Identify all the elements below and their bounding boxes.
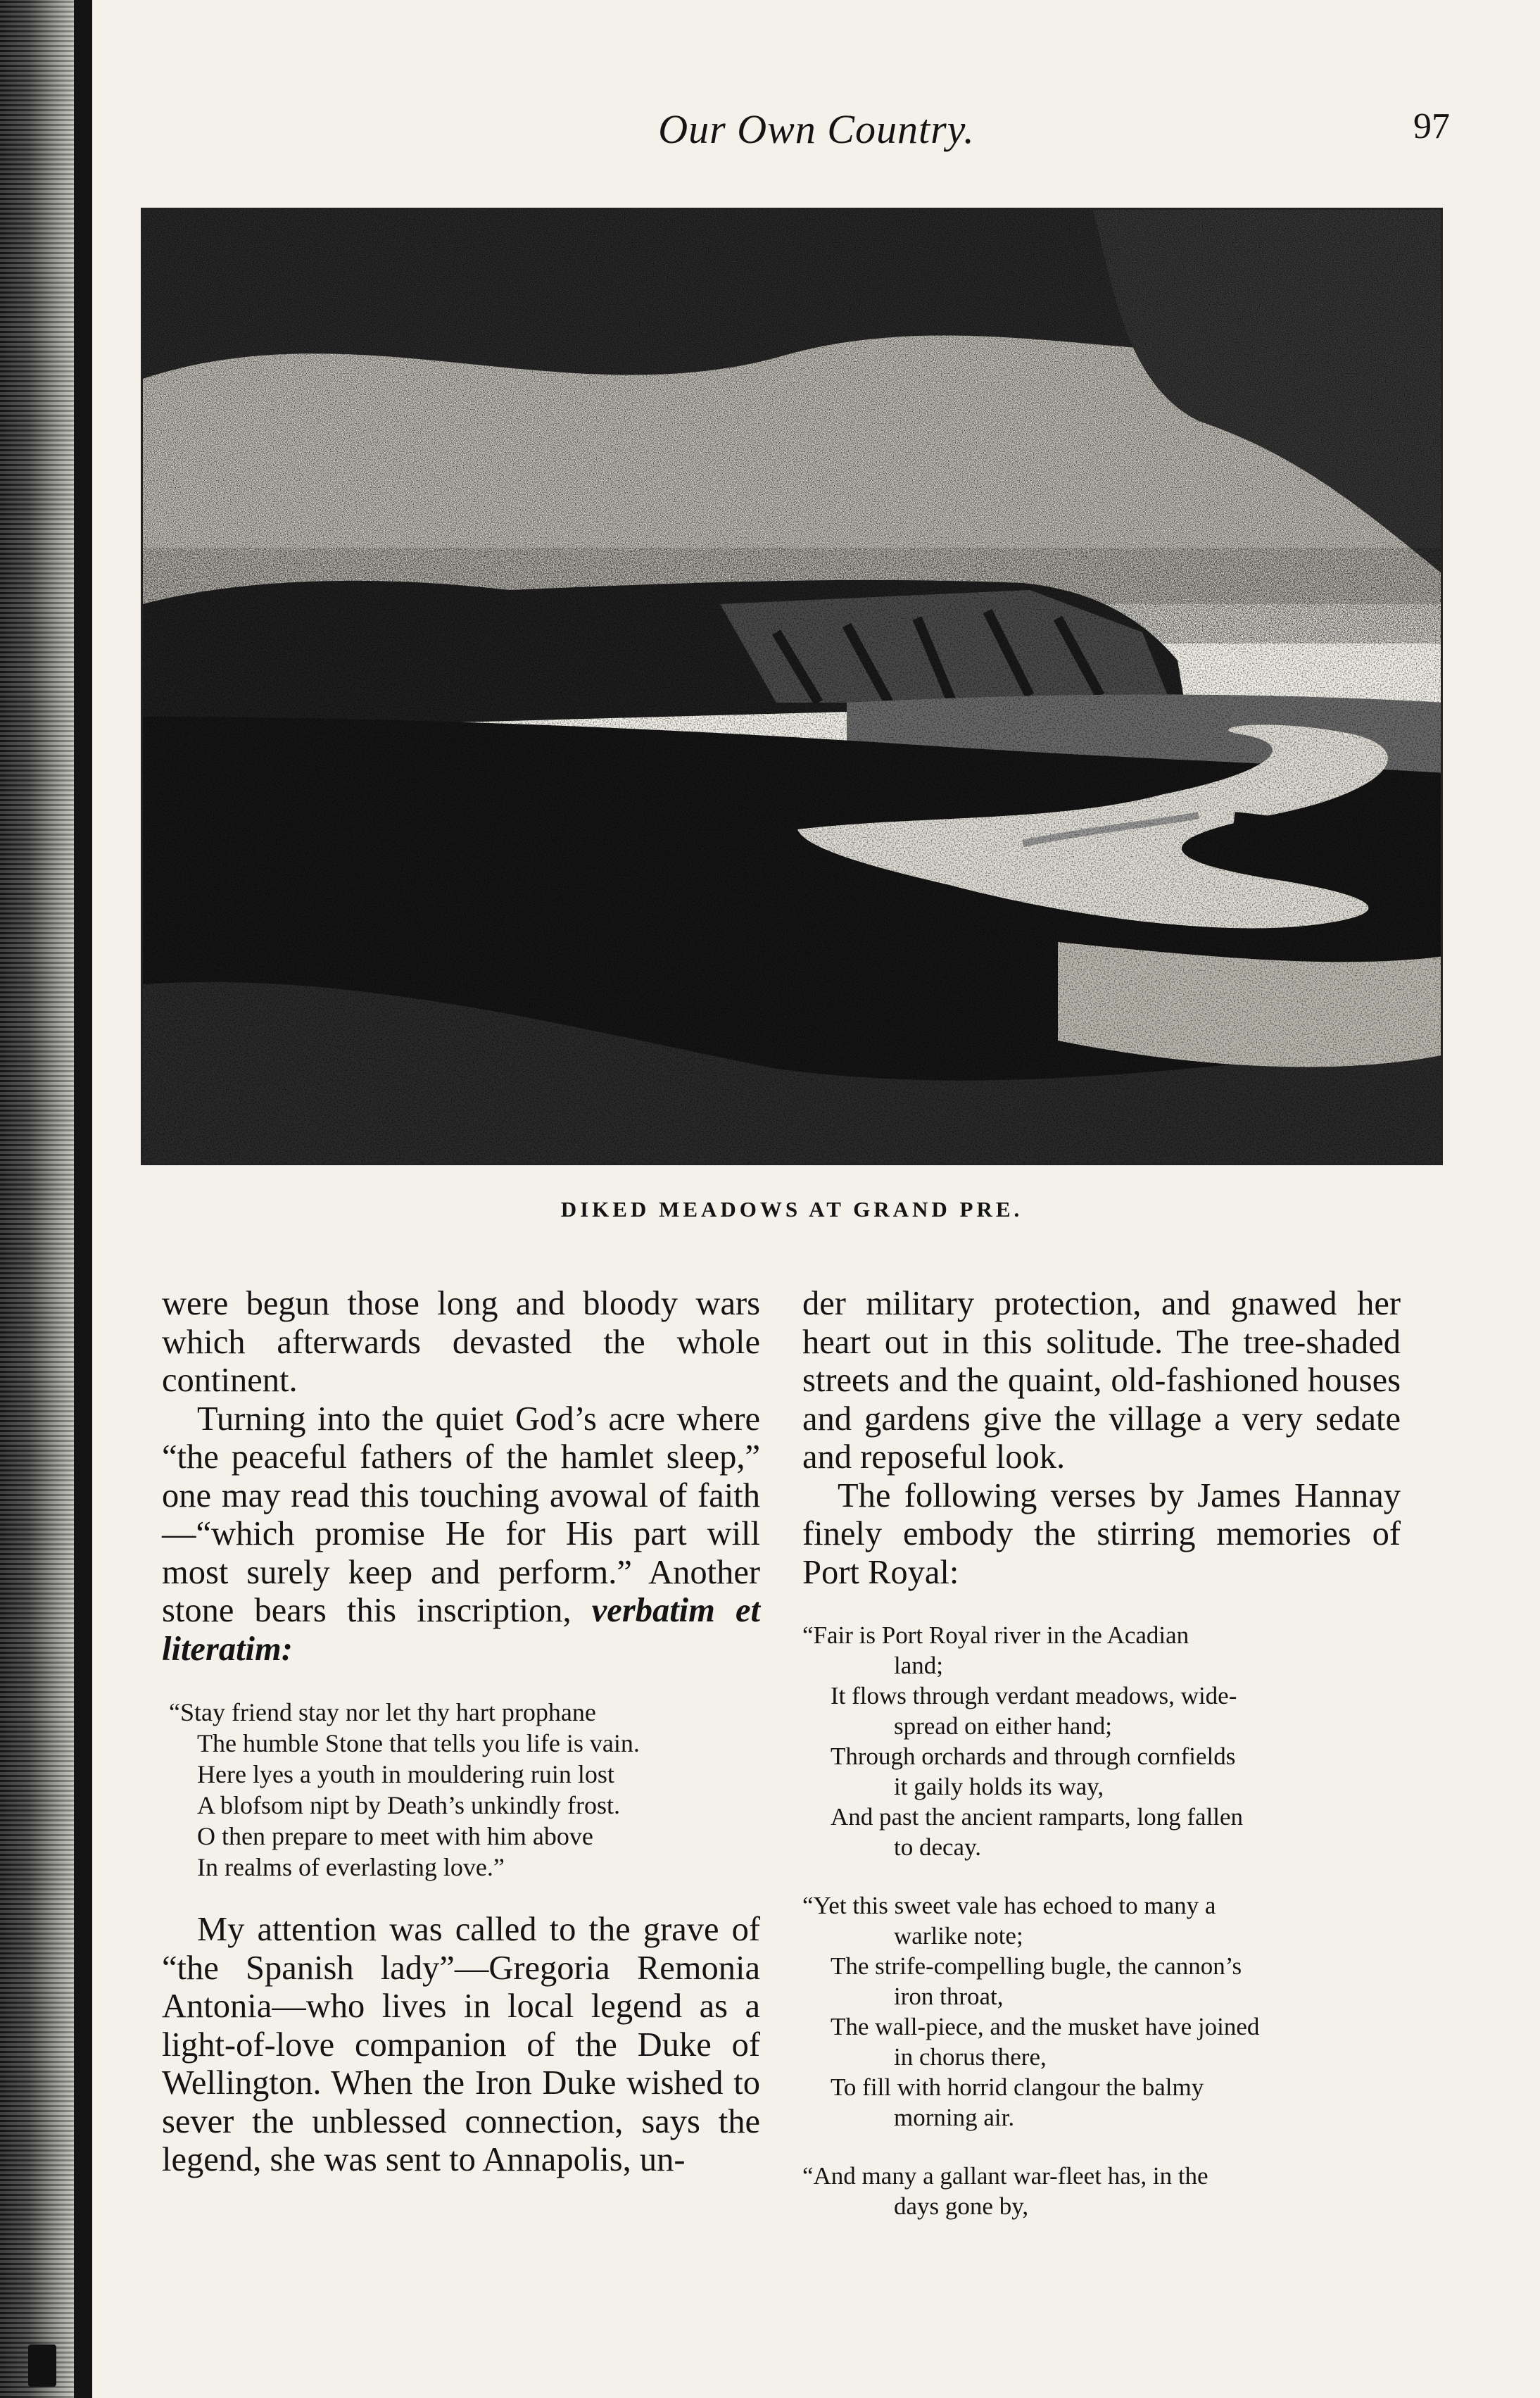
poem-line: warlike note; [894,1922,1023,1950]
poem-line: The strife-compelling bugle, the cannon’s [831,1952,1242,1980]
poem-line: in chorus there, [894,2043,1047,2071]
poem-line: land; [894,1652,943,1679]
binding-rule [74,0,92,2398]
paragraph-spanish-lady: My attention was called to the grave of “the Spanish lady”—Gregoria Remonia Antonia—who lives in local legend as a light-of-love companion of the Duke of Wellington. When the Iron Duke wished to sever the unblessed connection, says the legend, she was sent to Annapolis, un- [162,1911,760,2178]
poem-line: days gone by, [894,2192,1029,2220]
epitaph-line: “Stay friend stay nor let thy hart prophane [169,1698,596,1726]
paragraph-gods-acre-text: Turning into the quiet God’s acre where “the peaceful fathers of the hamlet sleep,” one may read this touching avowal of faith—“which promise He for His part will most surely keep and perform.” Another stone bears this inscription, [162,1400,760,1629]
poem-stanza-2 [802,1890,1401,2133]
page-binding-edge [0,0,84,2398]
illustration-caption: DIKED MEADOWS AT GRAND PRE. [560,1197,1023,1222]
poem-line: “Fair is Port Royal river in the Acadian [802,1621,1189,1649]
paragraph-hannay-verses: The following verses by James Hannay finely embody the stirring memories of Port Royal: [802,1476,1401,1591]
poem-line: iron throat, [894,1983,1004,2010]
paragraph-military-protection: der military protection, and gnawed her heart out in this solitude. The tree-shaded streets and the quaint, old-fashioned houses and gardens give the village a very sedate and reposeful look. [802,1285,1401,1476]
epitaph-line: The humble Stone that tells you life is vain. [197,1729,640,1757]
poem-line: “And many a gallant war-fleet has, in the [802,2162,1208,2190]
verbatim-emphasis: verbatim et literatim: [162,1592,760,1668]
page-number: 97 [1413,106,1450,146]
epitaph-line: O then prepare to meet with him above [197,1822,593,1850]
poem-stanza-1 [802,1620,1401,1862]
poem-line: To fill with horrid clangour the balmy [831,2073,1204,2101]
poem-line: spread on either hand; [894,1712,1113,1740]
page-header [183,106,1450,155]
running-title: Our Own Country. [658,106,975,152]
poem-line: “Yet this sweet vale has echoed to many a [802,1892,1216,1919]
epitaph-line: Here lyes a youth in mouldering ruin lost [197,1760,614,1788]
poem-line: It flows through verdant meadows, wide- [831,1682,1237,1709]
paragraph-continued: were begun those long and bloody wars which afterwards devasted the whole continent. [162,1285,760,1399]
poem-line: to decay. [894,1833,982,1861]
poem-line: The wall-piece, and the musket have joined [831,2013,1260,2040]
epitaph-verse [162,1697,760,1883]
left-column [162,1285,760,2180]
engraving-svg [143,210,1443,1165]
paragraph-gods-acre [162,1400,760,1669]
engraving-illustration [141,208,1443,1165]
poem-line: And past the ancient ramparts, long fallen [831,1803,1244,1831]
margin-ink-mark [28,2344,56,2387]
epitaph-line: In realms of everlasting love.” [197,1853,505,1881]
poem-stanza-3 [802,2161,1401,2221]
poem-line: it gaily holds its way, [894,1773,1104,1800]
poem-line: morning air. [894,2104,1015,2131]
epitaph-line: A blofsom nipt by Death’s unkindly frost. [197,1791,620,1819]
right-column [802,1285,1401,2221]
poem-line: Through orchards and through cornfields [831,1743,1236,1770]
